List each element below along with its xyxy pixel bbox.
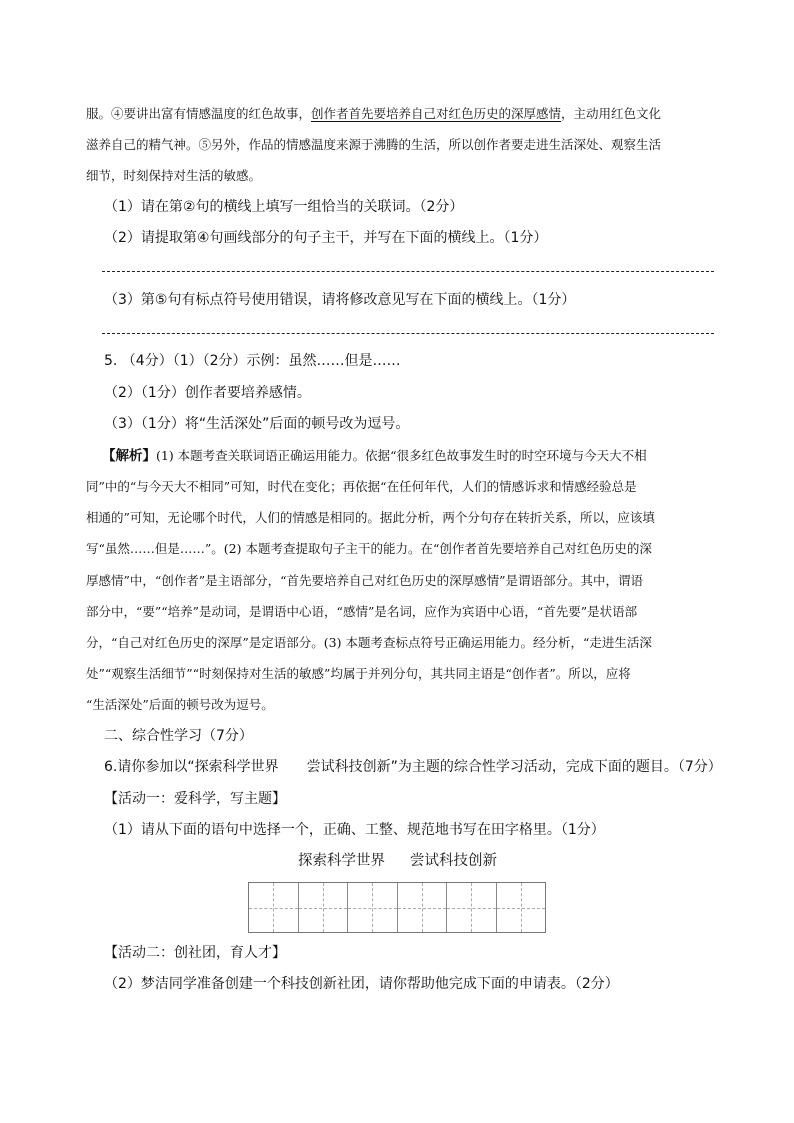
section-heading: 二、综合性学习（7分） bbox=[104, 728, 253, 744]
passage-line-3: 细节，时刻保持对生活的敏感。 bbox=[86, 168, 262, 183]
analysis-line-2: 同”中的“与今天大不相同”可知，时代在变化；再依据“在任何年代，人们的情感诉求和情感经验总是 bbox=[86, 479, 637, 494]
passage-line-1 bbox=[86, 98, 716, 129]
passage-text: ，主动用红色文化 bbox=[561, 106, 662, 121]
activity-1-question: （1）请从下面的语句中选择一个，正确、工整、规范地书写在田字格里。（1分） bbox=[104, 822, 605, 838]
analysis-line-6: 部分中，“要”“培养”是动词，是谓语中心语，“感情”是名词，应作为宾语中心语，“首先要”是状语部 bbox=[86, 604, 638, 619]
answer-1: 5. （4分）（1）（2分）示例：虽然……但是…… bbox=[104, 353, 401, 369]
underlined-sentence: 创作者首先要培养自己对红色历史的深厚感情 bbox=[311, 106, 562, 121]
analysis-line-1 bbox=[102, 440, 716, 472]
analysis-text: (1) 本题考查关联词语正确运用能力。依据“很多红色故事发生时的时空环境与今天大不相 bbox=[156, 448, 647, 463]
answer-blank-line-1[interactable] bbox=[102, 271, 714, 272]
answer-3: （3）（1分）将“生活深处”后面的顿号改为逗号。 bbox=[104, 416, 410, 432]
passage-line-2: 滋养自己的精气神。⑤另外，作品的情感温度来源于沸腾的生活，所以创作者要走进生活深处、观察生活 bbox=[86, 137, 662, 152]
analysis-line-3: 相通的”可知，无论哪个时代，人们的情感是相同的。据此分析，两个分句存在转折关系，所以，应该填 bbox=[86, 510, 655, 525]
passage-text: 服。④要讲出富有情感温度的红色故事， bbox=[86, 106, 312, 121]
grid-cell[interactable] bbox=[348, 883, 398, 932]
answer-2: （2）（1分）创作者要培养感情。 bbox=[104, 385, 311, 401]
analysis-line-7: 分，“自己对红色历史的深厚”是定语部分。(3) 本题考查标点符号正确运用能力。经分析，“走进生活深 bbox=[86, 635, 652, 650]
grid-cell[interactable] bbox=[299, 883, 349, 932]
analysis-line-4: 写“虽然……但是……”。(2) 本题考查提取句子主干的能力。在“创作者首先要培养自己对红色历史的深 bbox=[86, 541, 652, 556]
phrase-option-2: 尝试科技创新 bbox=[410, 853, 497, 869]
question-2: （2）请提取第④句画线部分的句子主干，并写在下面的横线上。（1分） bbox=[104, 230, 548, 246]
analysis-label: 【解析】 bbox=[102, 448, 156, 464]
question-1: （1）请在第②句的横线上填写一组恰当的关联词。（2分） bbox=[104, 199, 464, 215]
grid-cell[interactable] bbox=[249, 883, 299, 932]
phrase-option-1: 探索科学世界 bbox=[298, 853, 385, 869]
analysis-line-5: 厚感情”中，“创作者”是主语部分，“首先要培养自己对红色历史的深厚感情”是谓语部分。其中，谓语 bbox=[86, 573, 643, 588]
grid-cell[interactable] bbox=[497, 883, 546, 932]
analysis-line-8: 处”“观察生活细节”“时刻保持对生活的敏感”均属于并列分句，其共同主语是“创作者”。所以，应将 bbox=[86, 666, 631, 681]
question-3: （3）第⑤句有标点符号使用错误，请将修改意见写在下面的横线上。（1分） bbox=[104, 292, 576, 308]
tianzige-grid[interactable] bbox=[248, 882, 546, 933]
activity-2-question: （2）梦洁同学准备创建一个科技创新社团，请你帮助他完成下面的申请表。（2分） bbox=[104, 976, 619, 992]
question-6: 6.请你参加以“探索科学世界 尝试科技创新”为主题的综合性学习活动，完成下面的题目。（7分） bbox=[104, 759, 722, 775]
answer-blank-line-2[interactable] bbox=[102, 333, 714, 334]
activity-1-heading: 【活动一：爱科学，写主题】 bbox=[104, 791, 286, 807]
analysis-line-9: “生活深处”后面的顿号改为逗号。 bbox=[86, 697, 274, 712]
activity-2-heading: 【活动二：创社团，育人才】 bbox=[104, 945, 286, 961]
grid-cell[interactable] bbox=[447, 883, 497, 932]
grid-cell[interactable] bbox=[398, 883, 448, 932]
